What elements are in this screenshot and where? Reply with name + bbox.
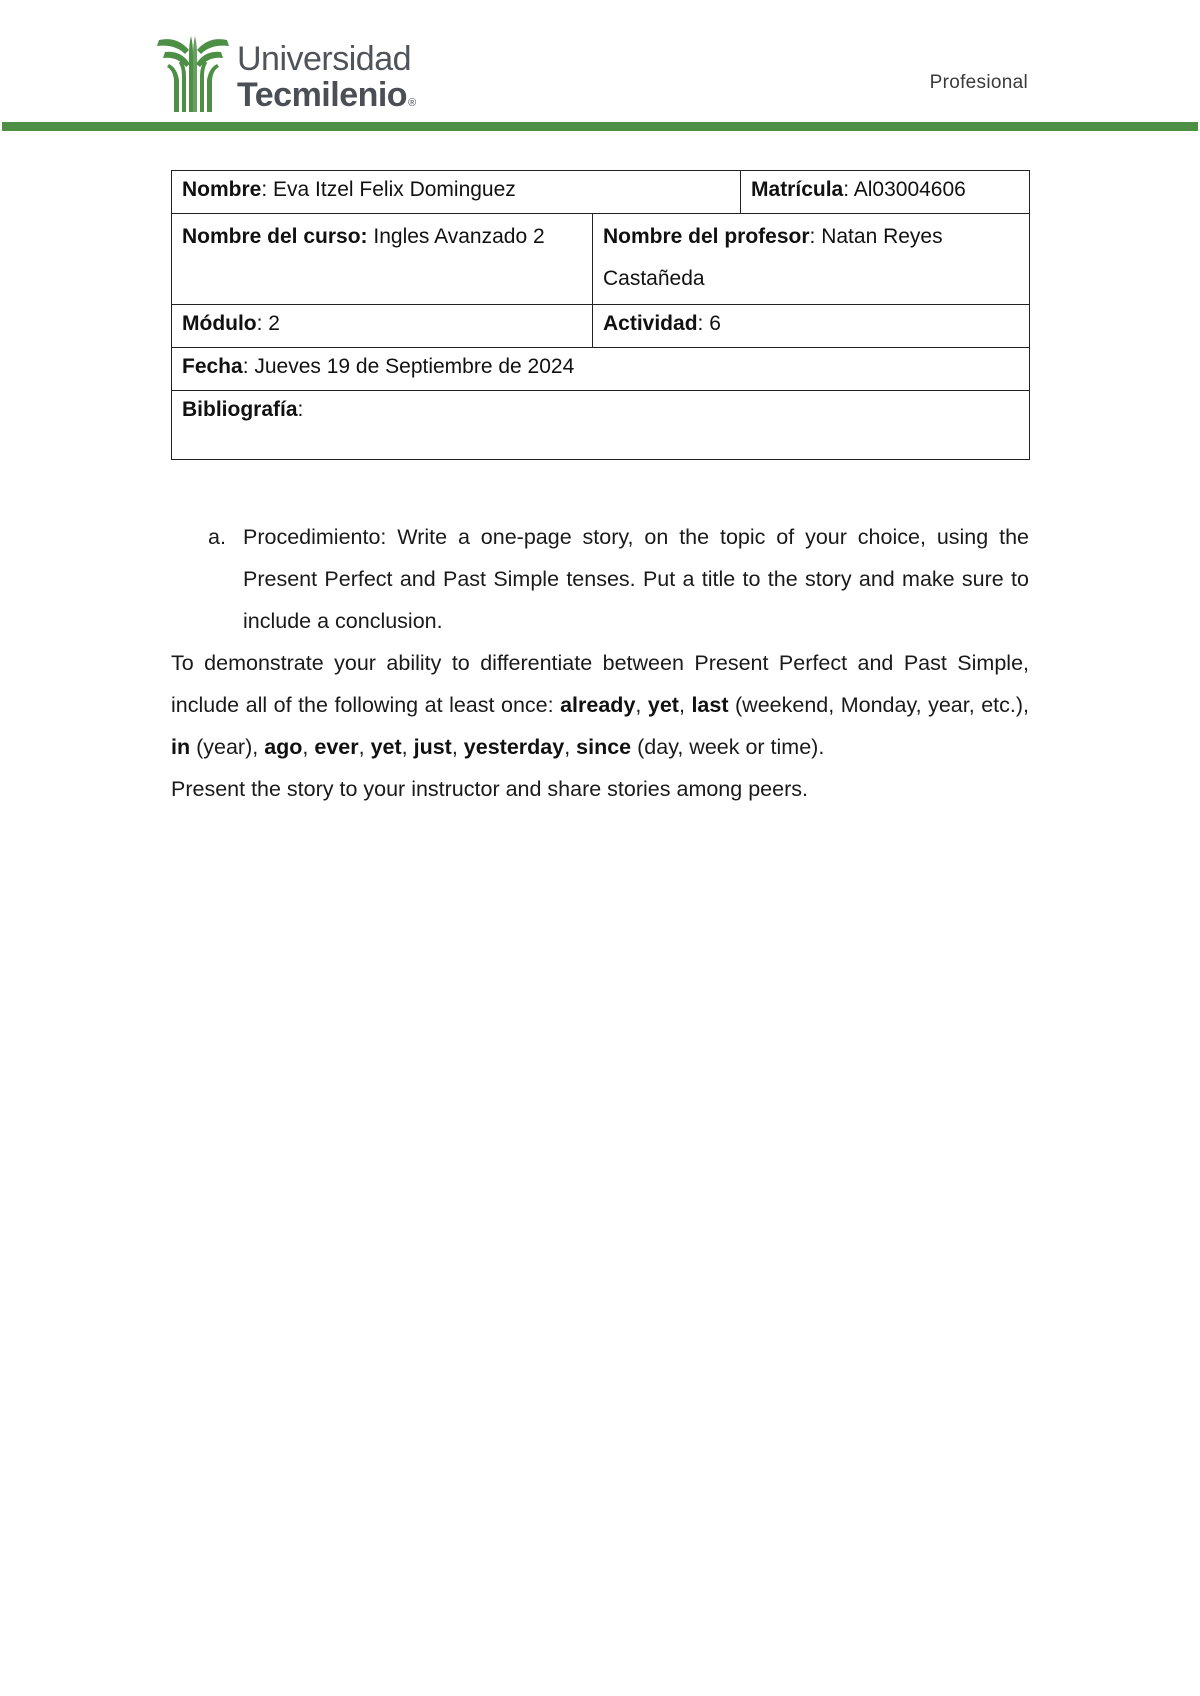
- modulo-value: : 2: [256, 312, 280, 335]
- university-logo: [155, 34, 445, 118]
- separator: ,: [358, 735, 371, 759]
- keyword-ago: ago: [264, 735, 303, 759]
- logo-line-tecmilenio: [237, 78, 416, 112]
- student-info-table: [171, 170, 1030, 460]
- matricula-label: Matrícula: [751, 178, 844, 201]
- profesor-value: : Natan Reyes Castañeda: [603, 225, 943, 290]
- tecmilenio-leaf-icon: [155, 34, 231, 114]
- actividad-cell: [593, 305, 1030, 348]
- table-row: [172, 391, 1030, 460]
- fecha-value: : Jueves 19 de Septiembre de 2024: [242, 355, 575, 378]
- fecha-cell: [172, 348, 1030, 391]
- nombre-cell: [172, 171, 741, 214]
- separator: ,: [635, 693, 648, 717]
- document-header: [0, 0, 1200, 140]
- nombre-label: Nombre: [182, 178, 262, 201]
- header-divider-bar: [2, 122, 1198, 131]
- separator: ,: [451, 735, 464, 759]
- bibliografia-label: Bibliografía: [182, 398, 298, 421]
- registered-mark: ®: [408, 97, 416, 109]
- present-story-paragraph: Present the story to your instructor and share stories among peers.: [171, 777, 808, 801]
- bibliografia-cell: [172, 391, 1030, 460]
- keyword-yet: yet: [647, 693, 679, 717]
- document-body: [171, 516, 1029, 810]
- separator: ,: [302, 735, 315, 759]
- curso-label: Nombre del curso:: [182, 225, 368, 248]
- in-detail: (year),: [190, 735, 265, 759]
- table-row: [172, 171, 1030, 214]
- keyword-yet-second: yet: [370, 735, 402, 759]
- keyword-ever: ever: [314, 735, 359, 759]
- actividad-label: Actividad: [603, 312, 698, 335]
- header-label: Profesional: [929, 72, 1028, 93]
- procedimiento-text: Procedimiento: Write a one-page story, on the topic of your choice, using the Present Perfect and Past Simple tenses. Put a title to the story and make sure to include a conclusion.: [243, 525, 1029, 633]
- instructions-paragraph: [171, 642, 1029, 768]
- profesor-cell: [593, 214, 1030, 305]
- keyword-in: in: [171, 735, 191, 759]
- table-row: [172, 214, 1030, 305]
- keyword-just: just: [413, 735, 452, 759]
- table-row: [172, 305, 1030, 348]
- keyword-last: last: [691, 693, 729, 717]
- modulo-cell: [172, 305, 593, 348]
- logo-wordmark: [237, 42, 416, 112]
- logo-tecmilenio-text: Tecmilenio: [237, 76, 408, 114]
- keyword-since: since: [576, 735, 632, 759]
- fecha-label: Fecha: [182, 355, 243, 378]
- bibliografia-value: :: [297, 398, 304, 421]
- separator: ,: [678, 693, 692, 717]
- logo-line-universidad: Universidad: [237, 40, 412, 78]
- procedimiento-list-item: [171, 516, 1029, 642]
- keyword-already: already: [560, 693, 636, 717]
- table-row: [172, 348, 1030, 391]
- matricula-cell: [741, 171, 1030, 214]
- list-marker: a.: [208, 525, 226, 549]
- last-detail: (weekend, Monday, year, etc.),: [728, 693, 1029, 717]
- actividad-value: : 6: [697, 312, 721, 335]
- curso-cell: [172, 214, 593, 305]
- separator: ,: [401, 735, 414, 759]
- nombre-value: : Eva Itzel Felix Dominguez: [261, 178, 516, 201]
- keyword-yesterday: yesterday: [463, 735, 565, 759]
- curso-value: Ingles Avanzado 2: [367, 225, 545, 248]
- profesor-label: Nombre del profesor: [603, 225, 810, 248]
- modulo-label: Módulo: [182, 312, 257, 335]
- since-detail: (day, week or time).: [631, 735, 825, 759]
- separator: ,: [564, 735, 577, 759]
- matricula-value: : Al03004606: [843, 178, 966, 201]
- instructions-intro: To demonstrate your ability to differentiate between Present Perfect and Past Simple, include all of the following at least once:: [171, 651, 1029, 717]
